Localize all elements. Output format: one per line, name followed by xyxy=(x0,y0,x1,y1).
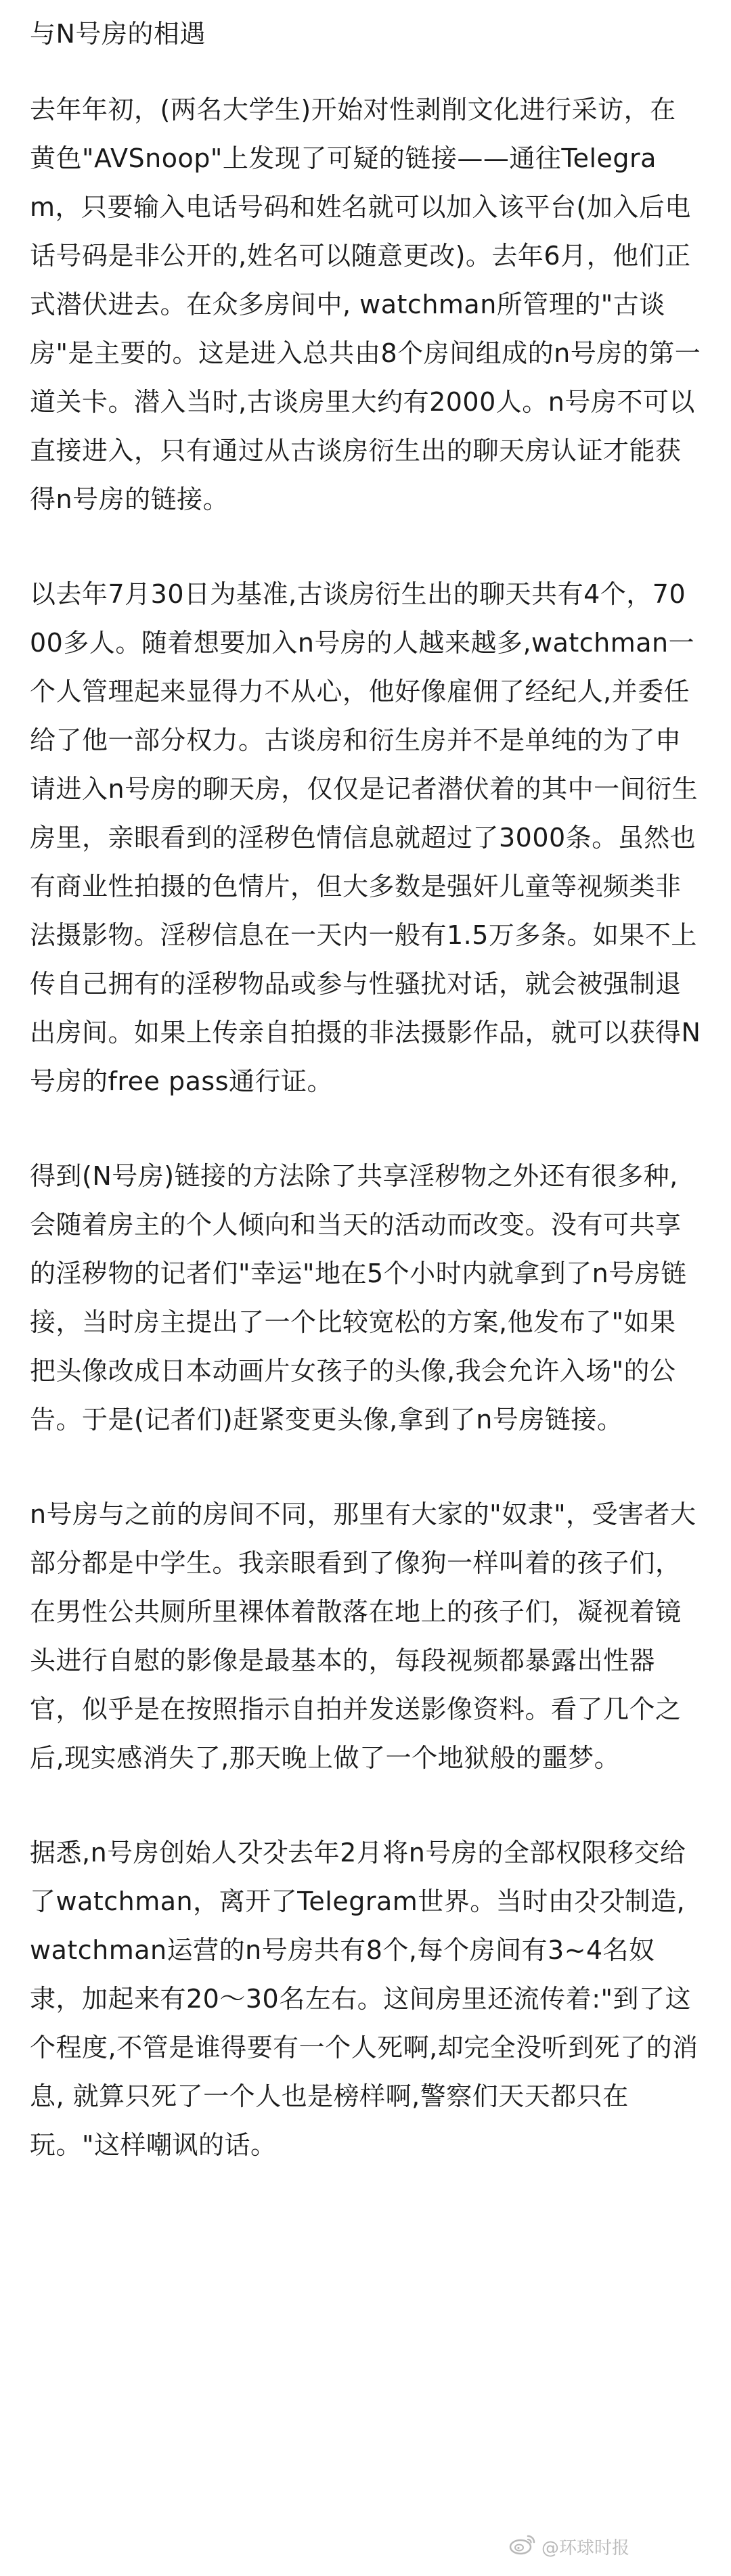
paragraph-5: 据悉,n号房创始人갓갓去年2月将n号房的全部权限移交给了watchman，离开了Telegram世界。当时由갓갓制造, watchman运营的n号房共有8个,每个房间有3~4名奴隶，加起来有20～30名左右。这间房里还流传着:"到了这个程度,不管是谁得要有一个人死啊,却完全没听到死了的消息, 就算只死了一个人也是榜样啊,警察们天天都只在玩。"这样嘲讽的话。 xyxy=(30,1838,699,2160)
paragraph-1: 去年年初，(两名大学生)开始对性剥削文化进行采访，在黄色"AVSnoop"上发现了可疑的链接——通往Telegram，只要输入电话号码和姓名就可以加入该平台(加入后电话号码是非公开的,姓名可以随意更改)。去年6月，他们正式潜伏进去。在众多房间中, watchman所管理的"古谈房"是主要的。这是进入总共由8个房间组成的n号房的第一道关卡。潜入当时,古谈房里大约有2000人。n号房不可以直接进入，只有通过从古谈房衍生出的聊天房认证才能获得n号房的链接。 xyxy=(30,95,701,514)
paragraph-2: 以去年7月30日为基准,古谈房衍生出的聊天共有4个，7000多人。随着想要加入n号房的人越来越多,watchman一个人管理起来显得力不从心，他好像雇佣了经纪人,并委任给了他一部分权力。古谈房和衍生房并不是单纯的为了申请进入n号房的聊天房，仅仅是记者潜伏着的其中一间衍生房里，亲眼看到的淫秽色情信息就超过了3000条。虽然也有商业性拍摄的色情片，但大多数是强奸儿童等视频类非法摄影物。淫秽信息在一天内一般有1.5万多条。如果不上传自己拥有的淫秽物品或参与性骚扰对话，就会被强制退出房间。如果上传亲自拍摄的非法摄影作品，就可以获得N号房的free pass通行证。 xyxy=(30,579,701,1096)
paragraph-4: n号房与之前的房间不同，那里有大家的"奴隶"，受害者大部分都是中学生。我亲眼看到了像狗一样叫着的孩子们，在男性公共厕所里裸体着散落在地上的孩子们，凝视着镜头进行自慰的影像是最基本的，每段视频都暴露出性器官，似乎是在按照指示自拍并发送影像资料。看了几个之后,现实感消失了,那天晚上做了一个地狱般的噩梦。 xyxy=(30,1499,696,1773)
article-heading: 与N号房的相遇 xyxy=(30,19,206,49)
weibo-icon xyxy=(509,2533,536,2560)
watermark-text: @环球时报 xyxy=(541,2538,629,2558)
weibo-watermark xyxy=(509,2533,629,2560)
paragraph-3: 得到(N号房)链接的方法除了共享淫秽物之外还有很多种,会随着房主的个人倾向和当天的活动而改变。没有可共享的淫秽物的记者们"幸运"地在5个小时内就拿到了n号房链接，当时房主提出了一个比较宽松的方案,他发布了"如果把头像改成日本动画片女孩子的头像,我会允许入场"的公告。于是(记者们)赶紧变更头像,拿到了n号房链接。 xyxy=(30,1161,687,1434)
